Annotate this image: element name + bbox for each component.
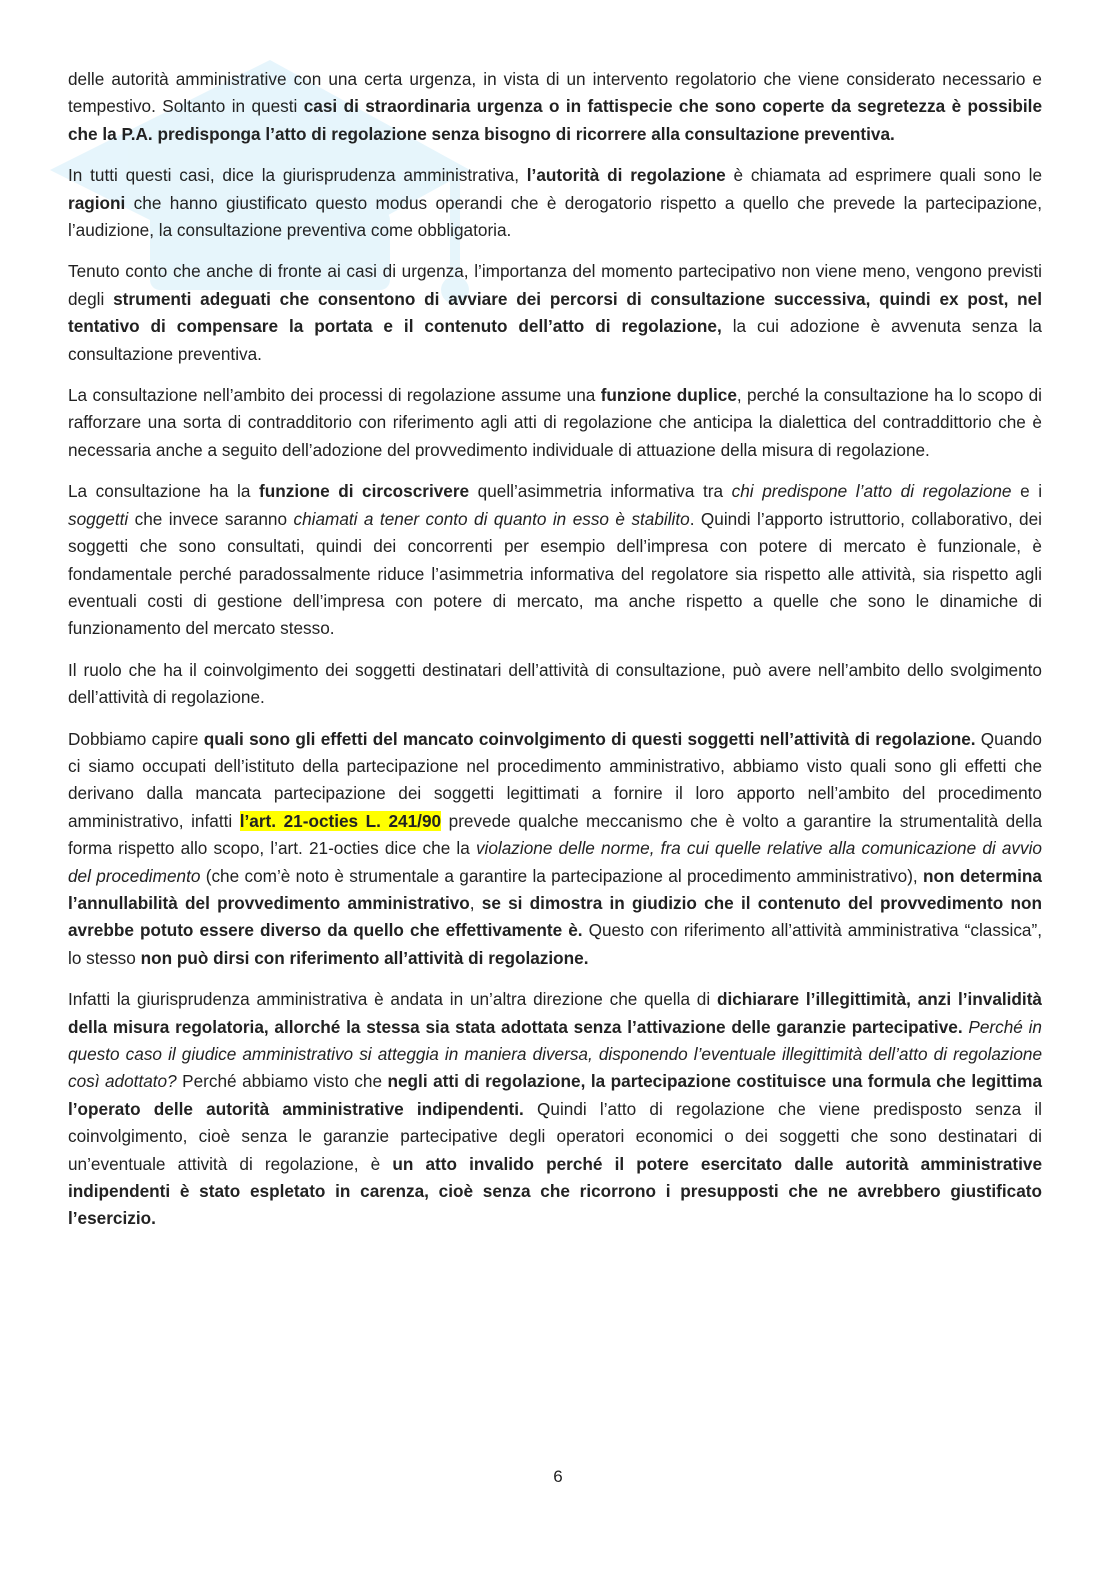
text-run: (che com’è noto è strumentale a garantire la partecipazione al procedimento amministrativo), — [200, 865, 924, 886]
text-run: La consultazione nell’ambito dei processi di regolazione assume una — [68, 385, 601, 406]
paragraph — [68, 258, 1042, 368]
text-run: , — [469, 892, 482, 913]
text-run: è chiamata ad esprimere quali sono le — [725, 165, 1043, 186]
text-italic: Perché in questo caso il giudice amministrativo si atteggia in maniera diversa, disponendo l’eventuale illegittimità dell’atto di regolazione così adottato? — [68, 1016, 1042, 1092]
paragraph — [68, 382, 1042, 464]
text-bold: ragioni — [68, 192, 126, 213]
text-run: e i — [1011, 481, 1043, 502]
text-run: In tutti questi casi, dice la giurisprudenza amministrativa, — [68, 165, 527, 186]
text-run: Il ruolo che ha il coinvolgimento dei soggetti destinatari dell’attività di consultazione, può avere nell’ambito dello svolgimento dell’attività di regolazione. — [68, 659, 1042, 708]
text-run: . Quindi l’apporto istruttorio, collaborativo, dei soggetti che sono consultati, quindi dei concorrenti per esempio dell’impresa con potere di mercato è funzionale, è fondamentale perché paradossalmente riduce l’asimmetria informativa del regolatore sia rispetto alle attività, sia rispetto agli eventuali costi di gestione dell’impresa con potere di mercato, ma anche rispetto a quelle che sono le dinamiche di funzionamento del mercato stesso. — [68, 508, 1042, 639]
page-number: 6 — [553, 1467, 563, 1486]
text-bold: un atto invalido perché il potere esercitato dalle autorità amministrative indipendenti è stato espletato in carenza, cioè senza che ricorrono i presupposti che ne avrebbero giustificato l’esercizio. — [68, 1153, 1042, 1229]
text-bold: casi di straordinaria urgenza o in fattispecie che sono coperte da segretezza è possibile che la P.A. predisponga l’atto di regolazione senza bisogno di ricorrere alla consultazione preventiva. — [68, 96, 1043, 144]
text-run: , perché la consultazione ha lo scopo di rafforzare una sorta di contradditorio con riferimento agli atti di regolazione che anticipa la dialettica del contraddittorio che è necessaria anche a seguito dell’adozione del provvedimento individuale di attuazione della misura di regolazione. — [68, 385, 1042, 460]
text-run: Infatti la giurisprudenza amministrativa è andata in un’altra direzione che quella di — [68, 989, 717, 1010]
text-bold: funzione duplice — [600, 385, 737, 406]
paragraph — [68, 726, 1042, 973]
paragraph — [68, 478, 1042, 642]
paragraph — [68, 657, 1042, 712]
paragraph — [68, 66, 1042, 148]
text-run: quell’asimmetria informativa tra — [469, 481, 732, 502]
text-bold: dichiarare l’illegittimità, anzi l’invalidità della misura regolatoria, allorché la stessa sia stata adottata senza l’attivazione delle garanzie partecipative. — [68, 989, 1042, 1037]
text-bold: strumenti adeguati che consentono di avviare dei percorsi di consultazione successiva, quindi ex post, nel tentativo di compensare la portata e il contenuto dell’atto di regolazione, — [68, 288, 1042, 337]
document-body — [68, 66, 1042, 1247]
text-bold: non determina l’annullabilità del provvedimento amministrativo — [68, 865, 1042, 913]
paragraph — [68, 986, 1042, 1233]
text-run: la cui adozione è avvenuta senza la consultazione preventiva. — [68, 316, 1042, 364]
text-italic: soggetti — [68, 508, 129, 529]
text-italic: violazione delle norme, fra cui quelle relative alla comunicazione di avvio del procedimento — [68, 838, 1042, 886]
text-run: che hanno giustificato questo modus operandi che è derogatorio rispetto a quello che prevede la partecipazione, l’audizione, la consultazione preventiva come obbligatoria. — [68, 192, 1042, 241]
text-highlight: l’art. 21-octies L. 241/90 — [239, 810, 442, 831]
text-run: prevede qualche meccanismo che è volto a garantire la strumentalità della forma rispetto allo scopo, l’art. 21-octies dice che la — [68, 810, 1042, 859]
text-run: Questo con riferimento all’attività amministrativa “classica”, lo stesso — [68, 920, 1042, 968]
text-run: Dobbiamo capire — [68, 728, 204, 749]
text-run: Quindi l’atto di regolazione che viene predisposto senza il coinvolgimento, cioè senza le garanzie partecipative degli operatori economici o dei soggetti che sono destinatari di un’eventuale attività di regolazione, è — [68, 1098, 1042, 1174]
text-bold: funzione di circoscrivere — [259, 481, 470, 502]
text-run: Perché abbiamo visto che — [176, 1071, 388, 1092]
text-bold: l’autorità di regolazione — [526, 165, 726, 186]
text-run: che invece saranno — [128, 508, 294, 529]
text-run: delle autorità amministrative con una certa urgenza, in vista di un intervento regolatorio che viene considerato necessario e tempestivo. Soltanto in questi — [68, 69, 1042, 117]
text-run: Tenuto conto che anche di fronte ai casi di urgenza, l’importanza del momento partecipativo non viene meno, vengono previsti degli — [68, 261, 1042, 309]
text-bold: non può dirsi con riferimento all’attività di regolazione. — [140, 947, 589, 968]
text-bold: se si dimostra in giudizio che il contenuto del provvedimento non avrebbe potuto essere diverso da quello che effettivamente è. — [68, 892, 1042, 941]
text-run: Quando ci siamo occupati dell’istituto della partecipazione nel procedimento amministrativo, abbiamo visto quali sono gli effetti che derivano dalla mancata partecipazione dei soggetti legittimati a fornire il loro apporto nell’ambito del procedimento amministrativo, infatti — [68, 728, 1042, 831]
text-bold: negli atti di regolazione, la partecipazione costituisce una formula che legittima l’operato delle autorità amministrative indipendenti. — [68, 1071, 1042, 1119]
text-run: La consultazione ha la — [68, 481, 259, 502]
text-bold: quali sono gli effetti del mancato coinvolgimento di questi soggetti nell’attività di regolazione. — [203, 728, 976, 749]
paragraph — [68, 162, 1042, 244]
text-italic: chi predispone l’atto di regolazione — [731, 481, 1012, 502]
text-italic: chiamati a tener conto di quanto in esso è stabilito — [293, 508, 690, 529]
